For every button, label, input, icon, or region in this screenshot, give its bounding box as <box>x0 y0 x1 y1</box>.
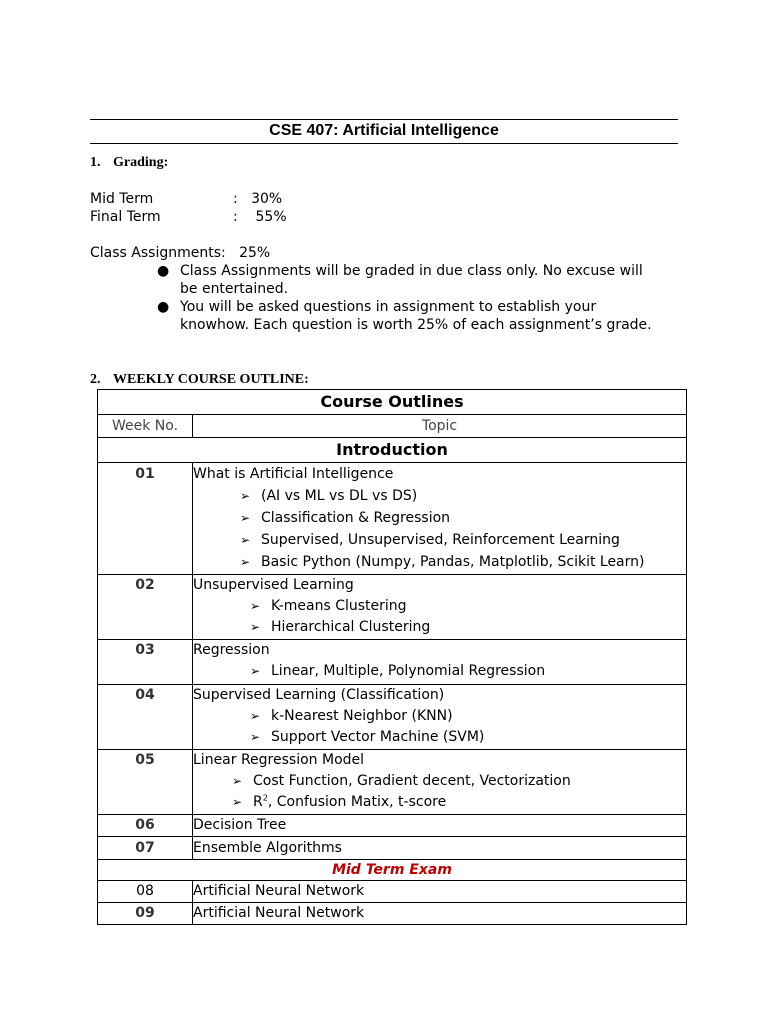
arrow-bullet-icon: ➢ <box>250 599 261 613</box>
week-number: 05 <box>98 750 193 815</box>
col-topic-header: Topic <box>193 415 687 438</box>
week-topic-cell <box>193 575 687 640</box>
subtopic: ➢ Supervised, Unsupervised, Reinforcement Learning <box>261 529 686 551</box>
table-caption-row <box>98 390 687 415</box>
mid-term-value: : 30% <box>233 191 283 207</box>
week-topic: Supervised Learning (Classification) <box>193 687 445 703</box>
week-topic-cell <box>193 463 687 575</box>
subtopic: ➢ Classification & Regression <box>261 507 686 529</box>
arrow-bullet-icon: ➢ <box>232 795 243 809</box>
mid-term-label: Mid Term <box>90 191 154 207</box>
subtopic: ➢ k-Nearest Neighbor (KNN) <box>271 706 686 727</box>
arrow-bullet-icon: ➢ <box>250 620 261 634</box>
subtopic: ➢ (AI vs ML vs DL vs DS) <box>261 485 686 507</box>
mid-term-exam: Mid Term Exam <box>98 860 687 881</box>
outline-heading-text: WEEKLY COURSE OUTLINE: <box>113 372 309 387</box>
week-topic: Unsupervised Learning <box>193 577 354 593</box>
grading-heading-text: Grading: <box>113 155 169 170</box>
col-week-header: Week No. <box>98 415 193 438</box>
grading-number: 1. <box>90 155 101 170</box>
week-number: 06 <box>98 815 193 837</box>
table-row <box>98 750 687 815</box>
week-topic: Ensemble Algorithms <box>193 837 687 860</box>
final-term-row <box>90 208 287 226</box>
mid-term-row <box>98 860 687 881</box>
week-number: 03 <box>98 640 193 685</box>
title-rule <box>90 143 678 144</box>
arrow-bullet-icon: ➢ <box>232 774 243 788</box>
week-topic-cell <box>193 640 687 685</box>
final-term-label: Final Term <box>90 209 161 225</box>
assignment-notes <box>157 262 660 334</box>
week-topic: Linear Regression Model <box>193 752 365 768</box>
week-number: 08 <box>98 881 193 903</box>
arrow-bullet-icon: ➢ <box>240 555 251 569</box>
table-caption: Course Outlines <box>98 390 687 415</box>
table-row <box>98 575 687 640</box>
page-title: CSE 407: Artificial Intelligence <box>269 122 499 139</box>
arrow-bullet-icon: ➢ <box>240 533 251 547</box>
week-topic: Decision Tree <box>193 815 687 837</box>
grading-heading <box>90 155 168 171</box>
assignments-row <box>90 244 270 262</box>
arrow-bullet-icon: ➢ <box>240 489 251 503</box>
subtopic: ➢ Basic Python (Numpy, Pandas, Matplotlib, Scikit Learn) <box>261 551 686 573</box>
list-item: ● Class Assignments will be graded in due class only. No excuse will be entertained. <box>157 263 643 297</box>
table-row <box>98 837 687 860</box>
table-row <box>98 881 687 903</box>
assignments-value: 25% <box>239 245 271 261</box>
table-row <box>98 903 687 925</box>
section-introduction: Introduction <box>98 438 687 463</box>
subtopic: ➢ $R^2$, Confusion Matix, t-score <box>253 792 686 813</box>
course-outline-table <box>97 389 687 925</box>
bullet-icon: ● <box>157 299 170 315</box>
week-topic: Regression <box>193 642 270 658</box>
week-topic: What is Artificial Intelligence <box>193 466 394 482</box>
table-row <box>98 815 687 837</box>
table-row <box>98 640 687 685</box>
superscript: 2 <box>262 793 268 803</box>
outline-number: 2. <box>90 372 101 387</box>
week-number: 07 <box>98 837 193 860</box>
arrow-bullet-icon: ➢ <box>250 730 261 744</box>
subtopic: ➢ Linear, Multiple, Polynomial Regression <box>271 661 686 682</box>
arrow-bullet-icon: ➢ <box>250 709 261 723</box>
mid-term-row <box>90 190 282 208</box>
assignments-label: Class Assignments: <box>90 245 226 261</box>
week-topic-cell <box>193 750 687 815</box>
week-topic: Artificial Neural Network <box>193 881 687 903</box>
week-number: 01 <box>98 463 193 575</box>
week-number: 04 <box>98 685 193 750</box>
arrow-bullet-icon: ➢ <box>250 664 261 678</box>
list-item: ● You will be asked questions in assignment to establish your knowhow. Each question is worth 25% of each assignment’s grade. <box>157 299 652 333</box>
outline-heading <box>90 372 309 388</box>
week-topic-cell <box>193 685 687 750</box>
week-number: 02 <box>98 575 193 640</box>
table-row <box>98 685 687 750</box>
final-term-value: : 55% <box>233 209 287 225</box>
table-row <box>98 463 687 575</box>
table-header-row <box>98 415 687 438</box>
week-topic: Artificial Neural Network <box>193 903 687 925</box>
section-row <box>98 438 687 463</box>
arrow-bullet-icon: ➢ <box>240 511 251 525</box>
subtopic: ➢ K-means Clustering <box>271 596 686 617</box>
subtopic: ➢ Support Vector Machine (SVM) <box>271 727 686 748</box>
subtopic: ➢ Hierarchical Clustering <box>271 617 686 638</box>
week-number: 09 <box>98 903 193 925</box>
bullet-icon: ● <box>157 263 170 279</box>
subtopic: ➢ Cost Function, Gradient decent, Vectorization <box>253 771 686 792</box>
